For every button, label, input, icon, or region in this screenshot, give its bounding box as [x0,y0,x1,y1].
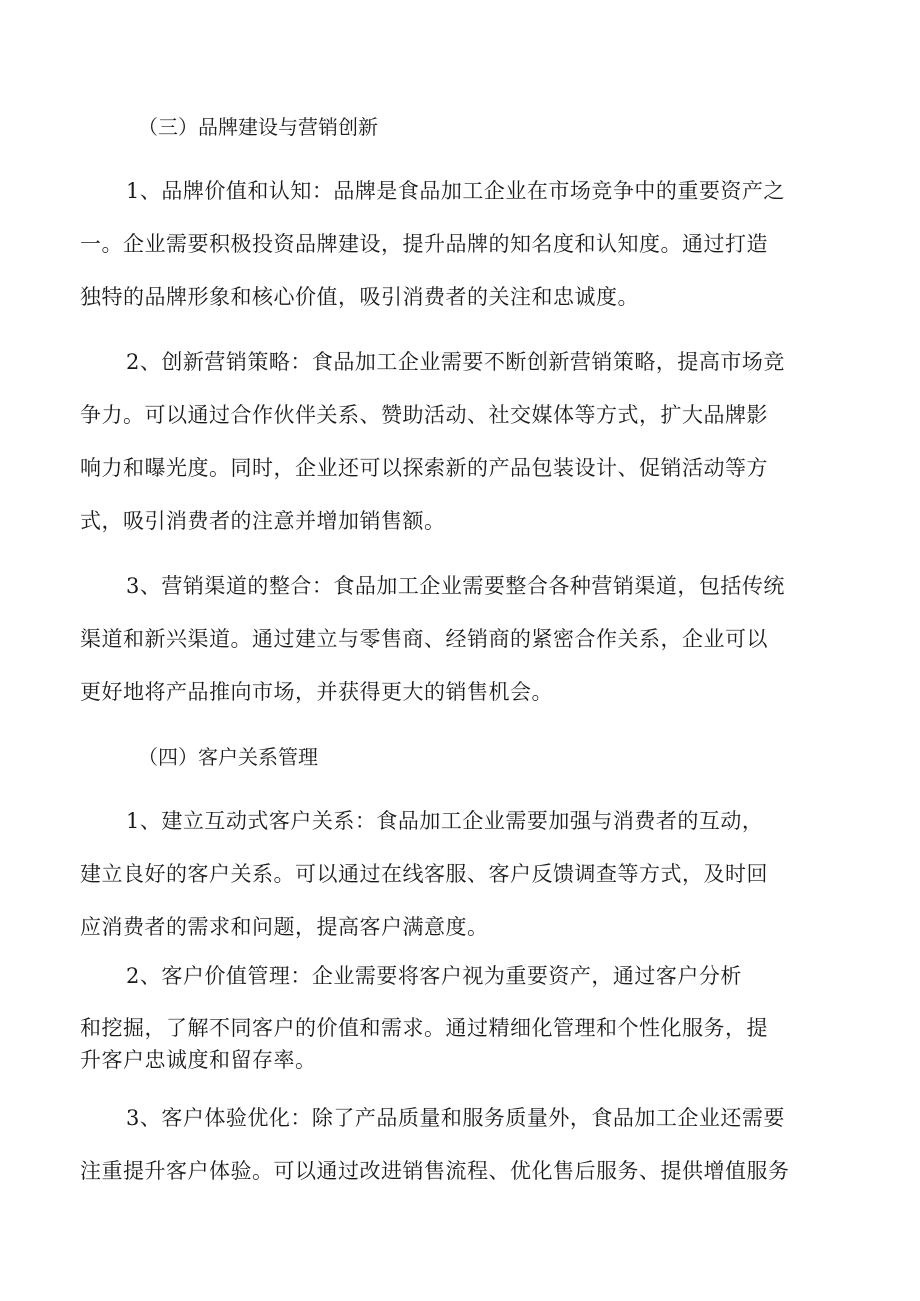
paragraph-line: 2、客户价值管理：企业需要将客户视为重要资产，通过客户分析 [126,964,742,988]
paragraph-line: 独特的品牌形象和核心价值，吸引消费者的关注和忠诚度。 [80,285,639,309]
paragraph-line: 建立良好的客户关系。可以通过在线客服、客户反馈调查等方式，及时回 [80,862,768,886]
paragraph-line: 渠道和新兴渠道。通过建立与零售商、经销商的紧密合作关系，企业可以 [80,627,768,651]
section-heading: （四）客户关系管理 [138,745,318,769]
paragraph-line: 和挖掘，了解不同客户的价值和需求。通过精细化管理和个性化服务，提 [80,1016,768,1040]
paragraph-line: 式，吸引消费者的注意并增加销售额。 [80,509,446,533]
paragraph-line: 3、营销渠道的整合：食品加工企业需要整合各种营销渠道，包括传统 [126,574,785,598]
paragraph-line: 一。企业需要积极投资品牌建设，提升品牌的知名度和认知度。通过打造 [80,232,768,256]
paragraph-line: 3、客户体验优化：除了产品质量和服务质量外，食品加工企业还需要 [126,1106,785,1130]
paragraph-line: 更好地将产品推向市场，并获得更大的销售机会。 [80,680,553,704]
section-heading: （三）品牌建设与营销创新 [138,115,378,139]
paragraph-line: 争力。可以通过合作伙伴关系、赞助活动、社交媒体等方式，扩大品牌影 [80,403,768,427]
paragraph-line: 2、创新营销策略：食品加工企业需要不断创新营销策略，提高市场竞 [126,350,785,374]
paragraph-line: 1、品牌价值和认知：品牌是食品加工企业在市场竞争中的重要资产之 [126,179,785,203]
paragraph-line: 1、建立互动式客户关系：食品加工企业需要加强与消费者的互动， [126,809,764,833]
paragraph-line: 应消费者的需求和问题，提高客户满意度。 [80,915,489,939]
paragraph-line: 注重提升客户体验。可以通过改进销售流程、优化售后服务、提供增值服务 [80,1159,790,1183]
paragraph-line: 升客户忠诚度和留存率。 [80,1048,317,1072]
paragraph-line: 响力和曝光度。同时，企业还可以探索新的产品包装设计、促销活动等方 [80,456,768,480]
